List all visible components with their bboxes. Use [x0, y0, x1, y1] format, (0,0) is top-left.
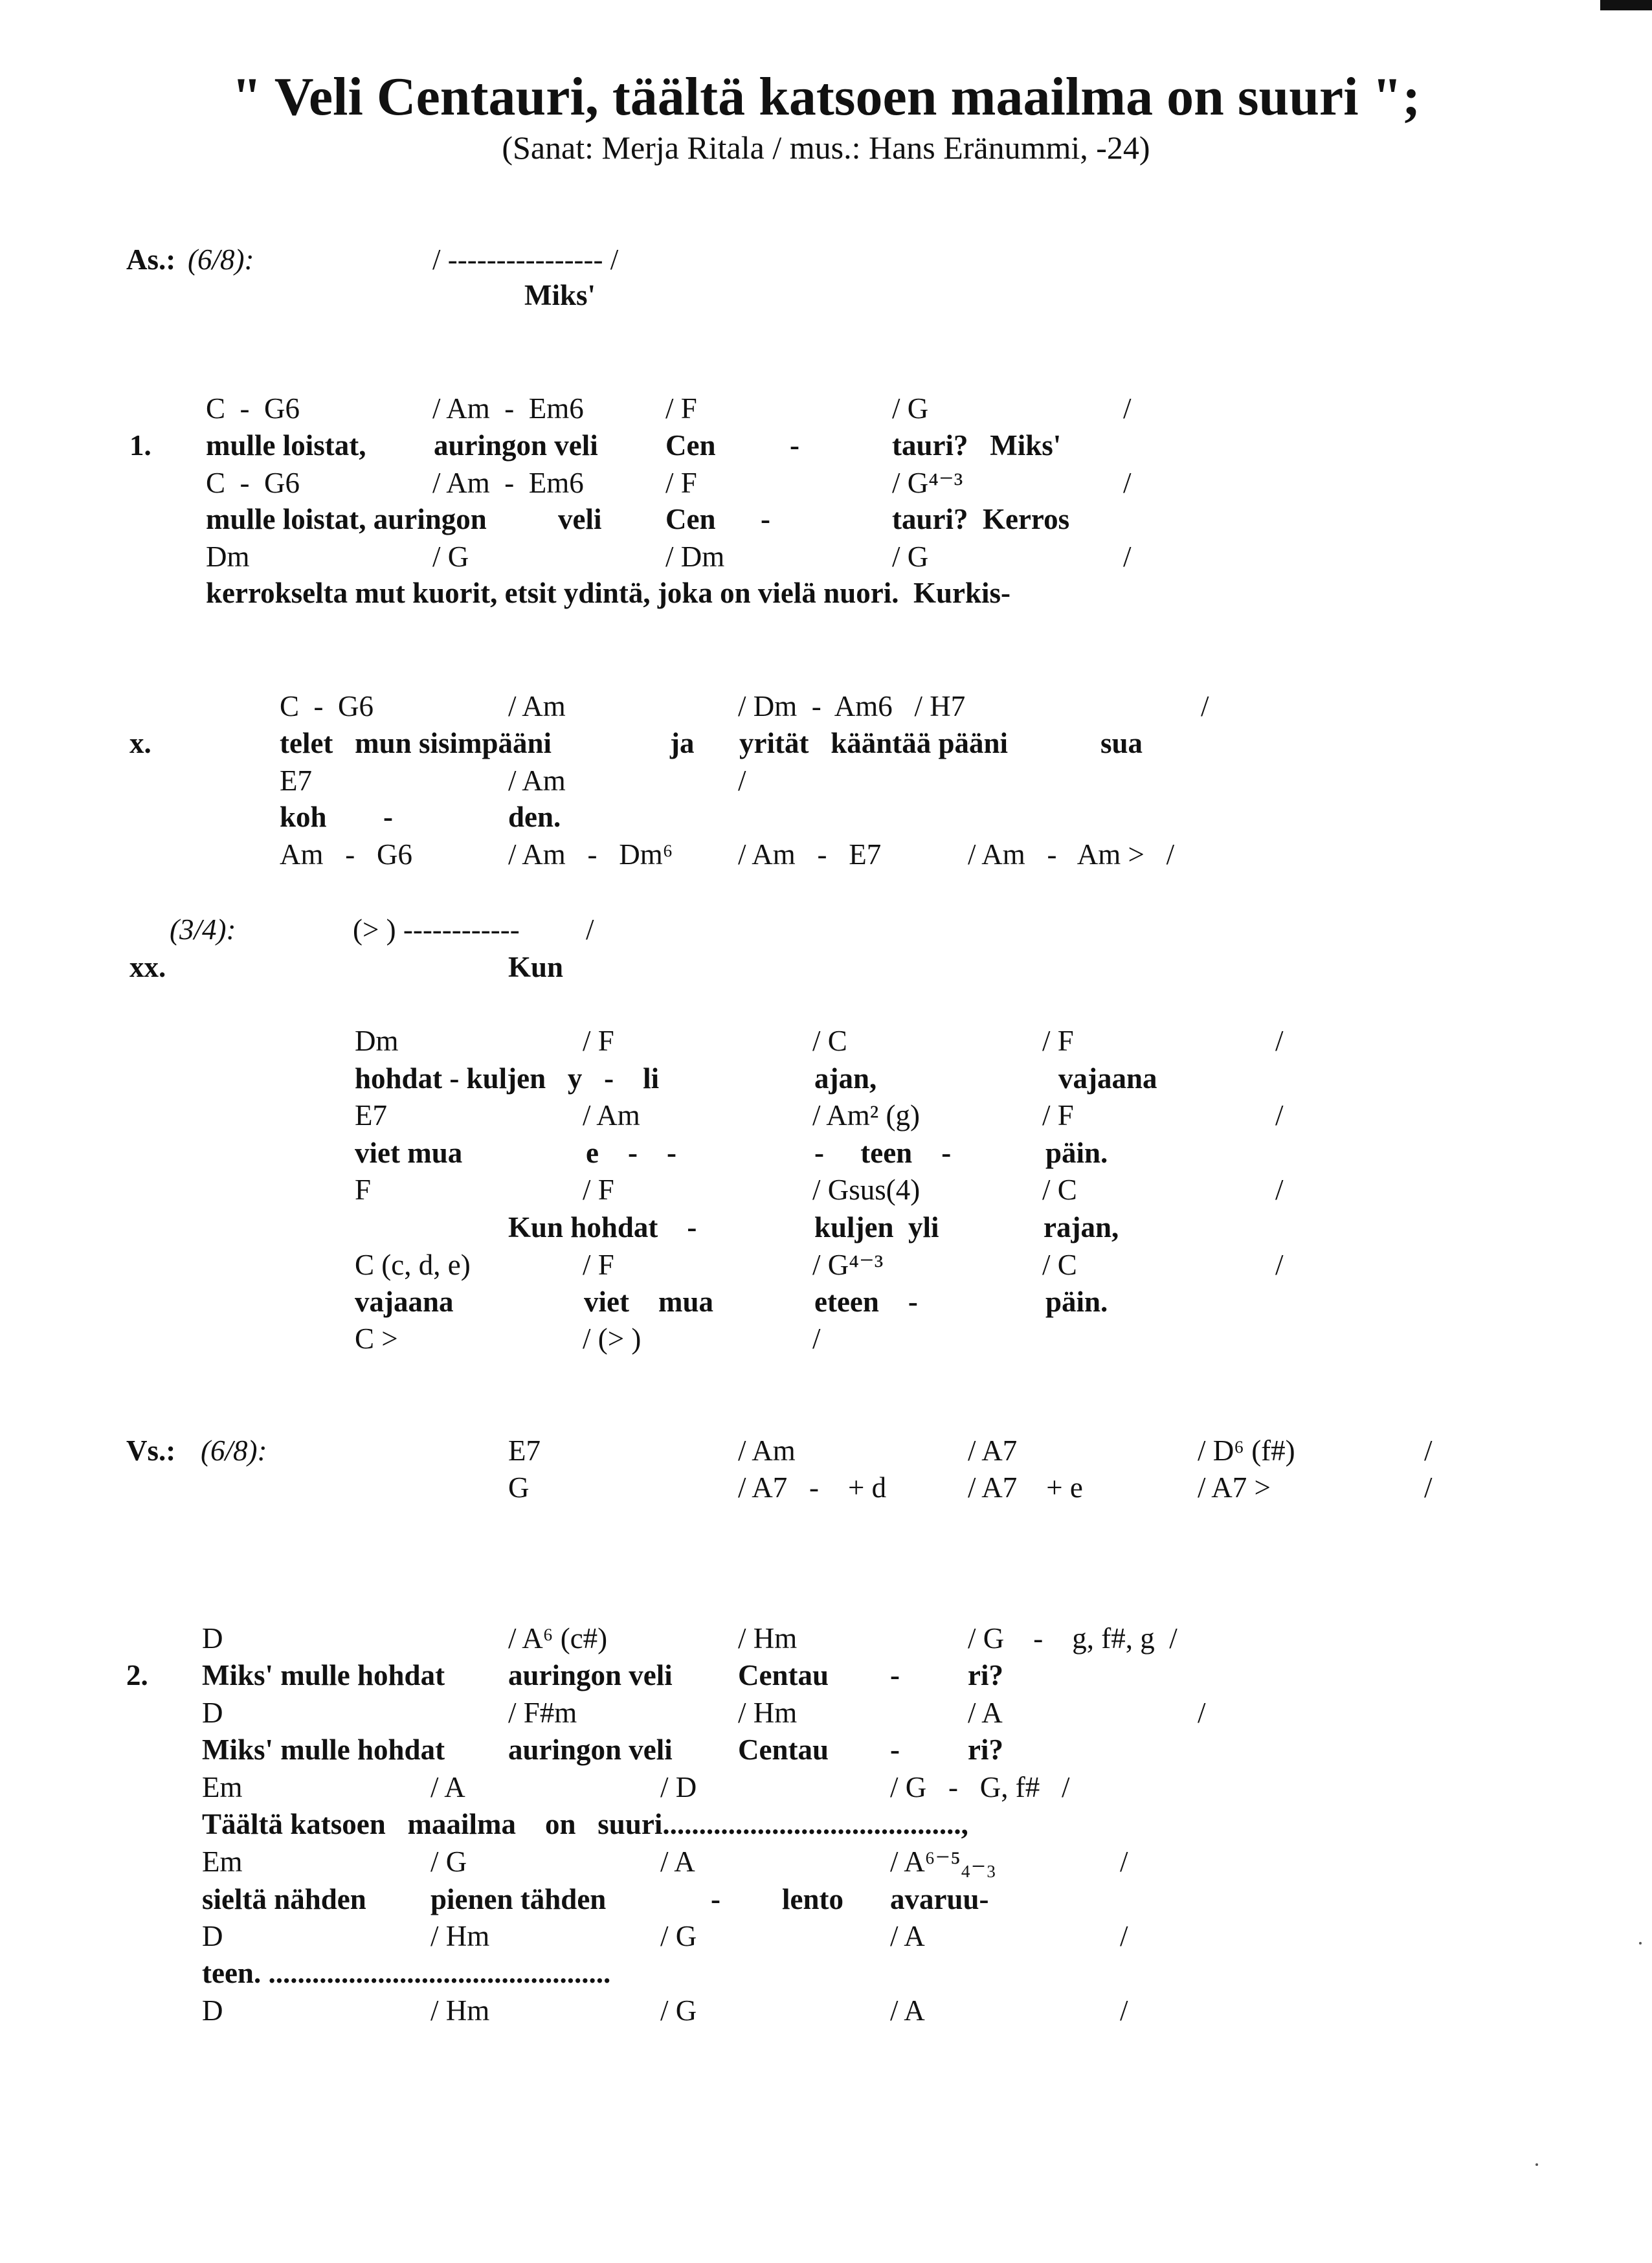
lyric-text: auringon veli [508, 1733, 673, 1766]
chord-text: / Am - Em6 [432, 467, 584, 499]
chord-text: / D [660, 1771, 697, 1803]
chord-text: / Am² (g) [812, 1099, 920, 1132]
chord-text: / Am - Dm⁶ [508, 838, 673, 871]
lyric-text: viet mua [584, 1286, 713, 1318]
lyric-text: koh [280, 801, 327, 833]
song-credits: (Sanat: Merja Ritala / mus.: Hans Eränummi, -24) [502, 129, 1150, 166]
chord-text: E7 [280, 764, 312, 797]
chord-text: C - G6 [206, 467, 300, 499]
chord-text: / G [430, 1845, 467, 1878]
lyric-text: vajaana [355, 1286, 454, 1318]
lyric-text: eteen - [814, 1286, 918, 1318]
chord-text: / Hm [738, 1622, 798, 1655]
song-title: " Veli Centauri, täältä katsoen maailma on suuri "; [231, 67, 1421, 127]
chord-text: E7 [508, 1434, 541, 1467]
lyric-text: telet mun sisimpääni [280, 727, 552, 759]
chord-text: / A [968, 1697, 1003, 1729]
chord-text: D [202, 1994, 223, 2027]
chord-text: / [1275, 1249, 1284, 1281]
chord-text: / [812, 1322, 821, 1355]
lyric-text: lento [782, 1883, 843, 1915]
lyric-text: sua [1100, 727, 1143, 759]
chord-text: / Hm [430, 1920, 490, 1952]
lyric-text: - [790, 429, 799, 462]
lyric-text: - [890, 1659, 900, 1691]
lyric-text: - teen - [814, 1137, 952, 1169]
lyric-text: Miks' mulle hohdat [202, 1733, 445, 1766]
chord-text: / G [892, 541, 929, 573]
chord-text: / A [890, 1994, 925, 2027]
chord-text: / A7 [968, 1434, 1018, 1467]
lyric-text: kuljen yli [814, 1211, 939, 1243]
lyric-text: yrität kääntää pääni [739, 727, 1009, 759]
chord-text: / [738, 764, 746, 797]
chord-text: / Am - E7 [738, 838, 882, 871]
lyric-text: hohdat - kuljen y - li [355, 1062, 660, 1095]
lyric-text: - [761, 503, 770, 535]
chord-text: / [1275, 1174, 1284, 1206]
lyric-text: ja [670, 727, 695, 759]
chord-text: / A7 - + d [738, 1471, 887, 1504]
chord-text: / [1123, 541, 1132, 573]
chord-text: / G [432, 541, 469, 573]
chord-text: / A [430, 1771, 465, 1803]
chord-text: / G [660, 1920, 697, 1952]
lyric-text: Cen [665, 429, 716, 462]
chord-text: / [1120, 1994, 1128, 2027]
chord-text: Dm [355, 1025, 399, 1057]
chord-text: / ---------------- / [432, 243, 619, 276]
lyric-text: tauri? Kerros [892, 503, 1070, 535]
chord-text: Dm [206, 541, 250, 573]
chord-text: / [1123, 392, 1132, 425]
lyric-text: auringon veli [508, 1659, 673, 1691]
scan-speck [1535, 2163, 1538, 2166]
lyric-text: den. [508, 801, 561, 833]
lyric-text: päin. [1045, 1286, 1108, 1318]
lyric-text: Täältä katsoen maailma on suuri........................................., [202, 1808, 968, 1840]
lyric-text: teen. ............................................... [202, 1957, 611, 1989]
lyric-text: mulle loistat, auringon [206, 503, 487, 535]
lyric-text: auringon veli [434, 429, 598, 462]
lyric-text: avaruu- [890, 1883, 989, 1915]
chord-text: / (> ) [583, 1322, 642, 1355]
chord-text: / G [660, 1994, 697, 2027]
lyric-text: - [711, 1883, 720, 1915]
chord-text: / [1201, 690, 1209, 722]
chord-text: / A⁶ (c#) [508, 1622, 608, 1655]
chord-text: / F [665, 467, 697, 499]
lyric-text: x. [129, 727, 151, 759]
lyric-text: ajan, [814, 1062, 877, 1095]
chord-text: C - G6 [280, 690, 374, 722]
chord-text: / F [665, 392, 697, 425]
chord-text: C - G6 [206, 392, 300, 425]
chord-text: / A⁶⁻⁵₄₋₃ [890, 1845, 997, 1878]
chord-text: D [202, 1920, 223, 1952]
chord-text: (> ) ------------ [353, 913, 520, 946]
chord-text: (6/8): [188, 243, 254, 276]
chord-text: / F [583, 1249, 614, 1281]
chord-text: / [1198, 1697, 1206, 1729]
chord-text: / C [1042, 1249, 1077, 1281]
chord-text: / Gsus(4) [812, 1174, 921, 1206]
chord-text: / F [1042, 1025, 1074, 1057]
chord-text: / Am [738, 1434, 796, 1467]
lyric-text: mulle loistat, [206, 429, 366, 462]
chord-text: / D⁶ (f#) [1198, 1434, 1295, 1467]
lyric-text: tauri? Miks' [892, 429, 1062, 462]
scan-speck [1639, 1942, 1642, 1945]
chord-text: D [202, 1697, 223, 1729]
chord-text: / Am [583, 1099, 640, 1132]
lyric-text: sieltä nähden [202, 1883, 366, 1915]
chord-text: / [1123, 467, 1132, 499]
chord-text: / G - g, f#, g / [968, 1622, 1178, 1655]
chord-text: / Am - Am > / [968, 838, 1175, 871]
lyric-text: Centau [738, 1733, 829, 1766]
lyric-text: As.: [126, 243, 176, 276]
chord-text: / G⁴⁻³ [892, 467, 963, 499]
chord-text: / [1120, 1920, 1128, 1952]
chord-text: / G - G, f# / [890, 1771, 1070, 1803]
chord-text: / Hm [430, 1994, 490, 2027]
chord-text: (6/8): [201, 1434, 267, 1467]
lyric-text: xx. [129, 951, 166, 983]
chord-text: D [202, 1622, 223, 1655]
chord-text: / Dm [665, 541, 725, 573]
chord-text: / [1424, 1471, 1433, 1504]
lyric-text: rajan, [1044, 1211, 1119, 1243]
lyric-text: - [890, 1733, 900, 1766]
lyric-text: 2. [126, 1659, 148, 1691]
lyric-text: veli [558, 503, 602, 535]
chord-text: / Am [508, 690, 566, 722]
chord-text: / F [583, 1025, 614, 1057]
lyric-text: vajaana [1058, 1062, 1157, 1095]
lyric-text: Cen [665, 503, 716, 535]
chord-text: / G⁴⁻³ [812, 1249, 884, 1281]
chord-text: / [1424, 1434, 1433, 1467]
chord-text: / F#m [508, 1697, 577, 1729]
chord-text: / G [892, 392, 929, 425]
lyric-text: 1. [129, 429, 151, 462]
chord-text: C > [355, 1322, 398, 1355]
chord-text: / A7 > [1198, 1471, 1271, 1504]
chord-text: / Am [508, 764, 566, 797]
chord-text: / Am - Em6 [432, 392, 584, 425]
chord-text: / Dm - Am6 / H7 [738, 690, 966, 722]
lyric-text: - [383, 801, 393, 833]
chord-text: / [586, 913, 594, 946]
chord-text: / A [890, 1920, 925, 1952]
lyric-text: Kun [508, 951, 564, 983]
chord-text: Em [202, 1845, 243, 1878]
lyric-text: Kun hohdat - [508, 1211, 697, 1243]
lyric-text: kerrokselta mut kuorit, etsit ydintä, joka on vielä nuori. Kurkis- [206, 577, 1010, 609]
chord-text: / F [1042, 1099, 1074, 1132]
chord-text: / C [1042, 1174, 1077, 1206]
chord-text: / [1275, 1025, 1284, 1057]
lyric-text: Miks' mulle hohdat [202, 1659, 445, 1691]
lyric-text: Centau [738, 1659, 829, 1691]
scan-edge-mark [1600, 0, 1652, 10]
chord-text: / F [583, 1174, 614, 1206]
chord-text: G [508, 1471, 530, 1504]
chord-text: / Hm [738, 1697, 798, 1729]
chord-text: (3/4): [170, 913, 236, 946]
chord-text: F [355, 1174, 372, 1206]
chord-text: Am - G6 [280, 838, 412, 871]
chord-text: Em [202, 1771, 243, 1803]
lyric-text: Vs.: [126, 1434, 176, 1467]
chord-text: E7 [355, 1099, 387, 1132]
lyric-text: pienen tähden [430, 1883, 607, 1915]
lyric-text: e - - [586, 1137, 676, 1169]
chord-text: / [1120, 1845, 1128, 1878]
chord-text: C (c, d, e) [355, 1249, 471, 1281]
lyric-text: päin. [1045, 1137, 1108, 1169]
lyric-text: ri? [968, 1659, 1003, 1691]
lyric-text: Miks' [524, 279, 596, 311]
chord-text: / A [660, 1845, 695, 1878]
lyric-text: viet mua [355, 1137, 463, 1169]
lyric-text: ri? [968, 1733, 1003, 1766]
chord-text: / [1275, 1099, 1284, 1132]
chord-text: / A7 + e [968, 1471, 1083, 1504]
chord-text: / C [812, 1025, 847, 1057]
